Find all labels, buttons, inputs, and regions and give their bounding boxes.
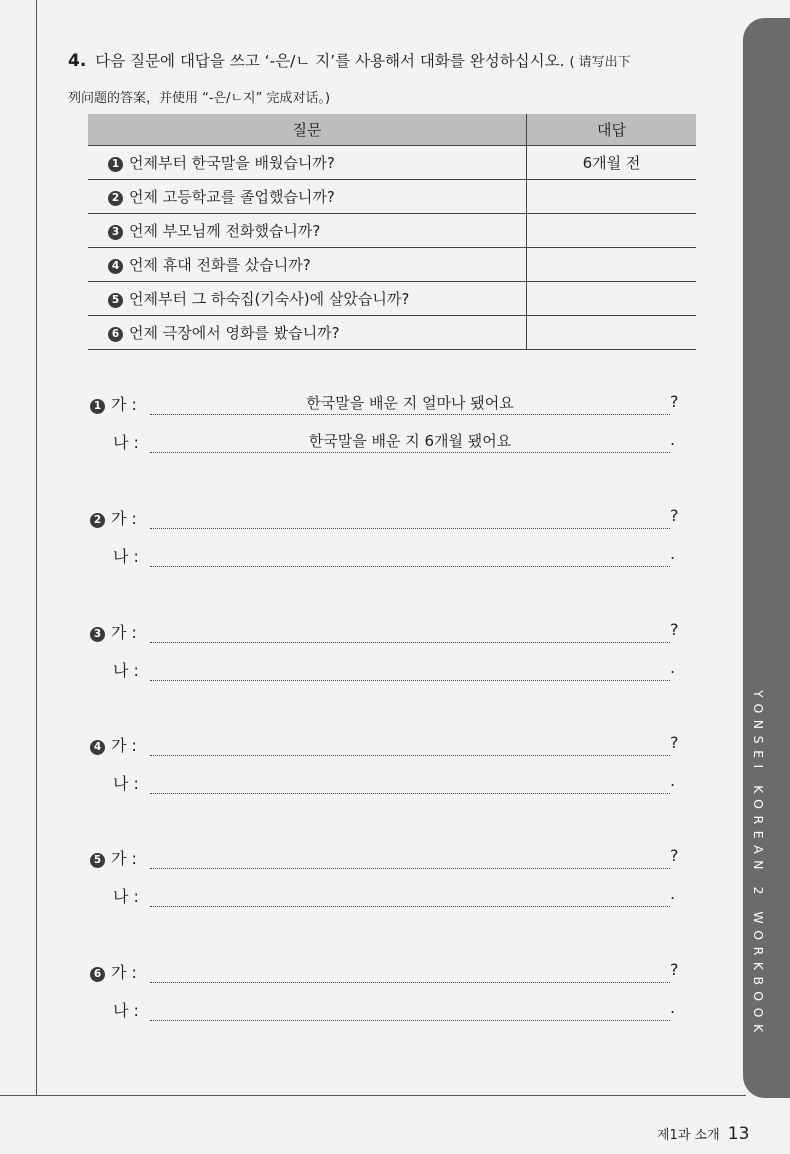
ga-answer-blank[interactable] xyxy=(150,846,670,869)
question-text: 언제 고등학교를 졸업했습니까? xyxy=(129,188,335,206)
lesson-title: 제1과 소개 xyxy=(657,1128,720,1143)
answer-cell[interactable] xyxy=(527,316,697,350)
table-row xyxy=(88,214,696,248)
speaker-ga-label: 3 가 : xyxy=(90,620,148,643)
speaker-ga-label: 1 가 : xyxy=(90,392,148,415)
number-marker: 2 xyxy=(108,191,123,206)
dialogue-1 xyxy=(90,384,690,460)
answer-cell[interactable] xyxy=(527,282,697,316)
number-marker: 3 xyxy=(108,225,123,240)
question-cell xyxy=(88,214,527,248)
table-header-row xyxy=(88,114,696,146)
na-answer-blank[interactable]: 한국말을 배운 지 6개월 됐어요 xyxy=(150,430,670,453)
dialogue-6 xyxy=(90,952,690,1028)
dialogue-3 xyxy=(90,612,690,688)
ga-line xyxy=(90,725,690,763)
page-footer xyxy=(657,1124,749,1144)
instruction-korean: 다음 질문에 대답을 쓰고 ‘-은/ㄴ 지’를 사용해서 대화를 완성하십시오. xyxy=(95,52,565,70)
ga-line xyxy=(90,612,690,650)
page-number: 13 xyxy=(727,1124,750,1144)
answer-cell[interactable]: 6개월 전 xyxy=(527,146,697,180)
na-line xyxy=(90,876,690,914)
answer-cell[interactable] xyxy=(527,214,697,248)
ga-answer-blank[interactable] xyxy=(150,960,670,983)
question-mark: ? xyxy=(670,392,679,411)
header-question: 질문 xyxy=(88,114,527,146)
na-line xyxy=(90,990,690,1028)
question-mark: ? xyxy=(670,846,679,865)
question-mark: ? xyxy=(670,733,679,752)
speaker-ga-label: 6 가 : xyxy=(90,960,148,983)
left-margin-rule xyxy=(36,0,37,1095)
bottom-margin-rule xyxy=(0,1095,746,1096)
number-marker: 2 xyxy=(90,513,105,528)
ga-line xyxy=(90,384,690,422)
number-marker: 6 xyxy=(108,327,123,342)
exercise-number: 4. xyxy=(68,51,87,71)
question-cell xyxy=(88,180,527,214)
number-marker: 1 xyxy=(108,157,123,172)
number-marker: 5 xyxy=(90,853,105,868)
speaker-na-label: 나 : xyxy=(113,887,139,906)
na-line xyxy=(90,536,690,574)
na-line xyxy=(90,650,690,688)
question-text: 언제 극장에서 영화를 봤습니까? xyxy=(129,324,340,342)
period-mark: . xyxy=(670,430,676,449)
na-answer-blank[interactable] xyxy=(150,544,670,567)
na-answer-blank[interactable] xyxy=(150,771,670,794)
speaker-ga-label: 4 가 : xyxy=(90,733,148,756)
na-answer-blank[interactable] xyxy=(150,884,670,907)
period-mark: . xyxy=(670,998,676,1017)
question-answer-table xyxy=(88,114,696,350)
period-mark: . xyxy=(670,544,676,563)
na-line xyxy=(90,422,690,460)
answer-cell[interactable] xyxy=(527,180,697,214)
question-mark: ? xyxy=(670,506,679,525)
speaker-ga-label: 2 가 : xyxy=(90,506,148,529)
na-answer-blank[interactable] xyxy=(150,658,670,681)
ga-answer-blank[interactable] xyxy=(150,620,670,643)
speaker-na-label: 나 : xyxy=(113,547,139,566)
speaker-ga-label: 5 가 : xyxy=(90,846,148,869)
table-row xyxy=(88,146,696,180)
number-marker: 4 xyxy=(90,740,105,755)
side-tab-text: YONSEI KOREAN 2 WORKBOOK xyxy=(751,690,766,1039)
number-marker: 6 xyxy=(90,967,105,982)
period-mark: . xyxy=(670,884,676,903)
question-cell xyxy=(88,146,527,180)
question-cell xyxy=(88,248,527,282)
ga-line xyxy=(90,838,690,876)
question-cell xyxy=(88,282,527,316)
question-mark: ? xyxy=(670,620,679,639)
question-text: 언제 부모님께 전화했습니까? xyxy=(129,222,321,240)
period-mark: . xyxy=(670,658,676,677)
header-answer: 대답 xyxy=(527,114,697,146)
dialogue-4 xyxy=(90,725,690,801)
instruction-chinese-1: ( 请写出下 xyxy=(569,55,631,70)
speaker-na-label: 나 : xyxy=(113,433,139,452)
na-answer-blank[interactable] xyxy=(150,998,670,1021)
number-marker: 4 xyxy=(108,259,123,274)
number-marker: 5 xyxy=(108,293,123,308)
table-row xyxy=(88,282,696,316)
ga-answer-blank[interactable] xyxy=(150,506,670,529)
number-marker: 1 xyxy=(90,399,105,414)
exercise-instruction xyxy=(68,44,728,116)
question-mark: ? xyxy=(670,960,679,979)
dialogue-5 xyxy=(90,838,690,914)
ga-line xyxy=(90,952,690,990)
dialogue-2 xyxy=(90,498,690,574)
question-text: 언제 휴대 전화를 샀습니까? xyxy=(129,256,311,274)
question-text: 언제부터 한국말을 배웠습니까? xyxy=(129,154,335,172)
table-row xyxy=(88,248,696,282)
ga-line xyxy=(90,498,690,536)
number-marker: 3 xyxy=(90,627,105,642)
na-line xyxy=(90,763,690,801)
ga-answer-blank[interactable]: 한국말을 배운 지 얼마나 됐어요 xyxy=(150,392,670,415)
speaker-na-label: 나 : xyxy=(113,661,139,680)
speaker-na-label: 나 : xyxy=(113,774,139,793)
instruction-chinese-2: 列问题的答案，并使用 “-은/ㄴ지” 完成对话。) xyxy=(68,91,331,106)
speaker-na-label: 나 : xyxy=(113,1001,139,1020)
question-text: 언제부터 그 하숙집(기숙사)에 살았습니까? xyxy=(129,290,410,308)
table-row xyxy=(88,180,696,214)
ga-answer-blank[interactable] xyxy=(150,733,670,756)
answer-cell[interactable] xyxy=(527,248,697,282)
question-cell xyxy=(88,316,527,350)
period-mark: . xyxy=(670,771,676,790)
table-row xyxy=(88,316,696,350)
